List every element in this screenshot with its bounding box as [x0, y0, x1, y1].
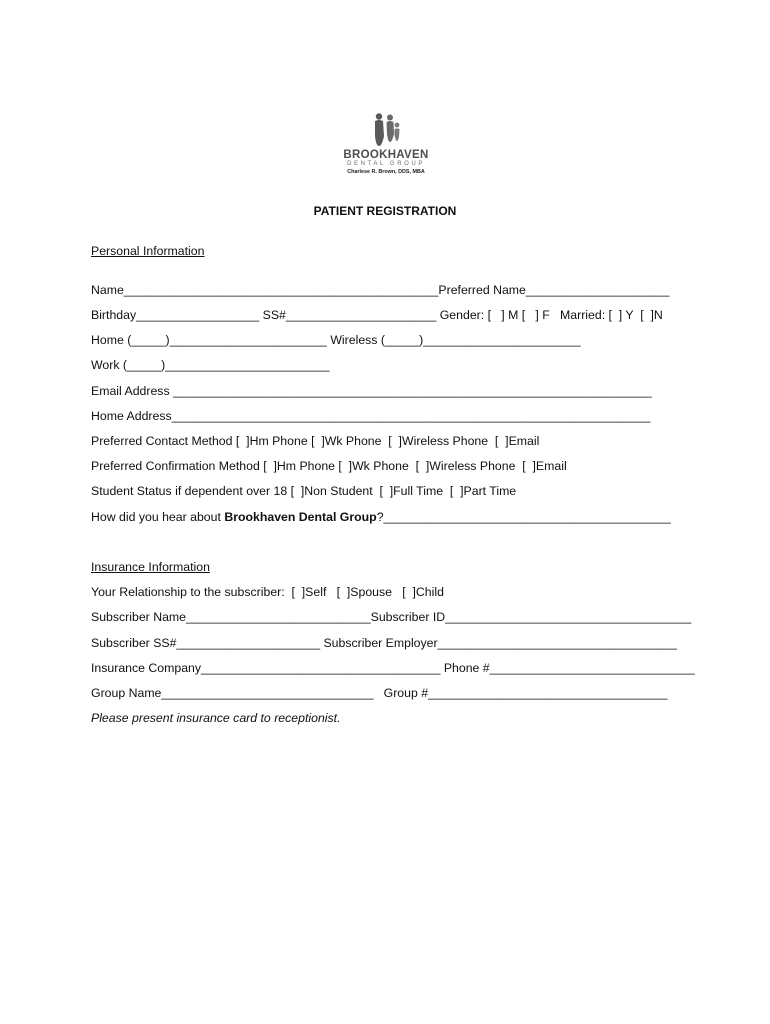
referral-suffix: ?__________________________________________	[376, 510, 671, 524]
referral-practice-name: Brookhaven Dental Group	[224, 510, 377, 524]
logo-doctor-name: Charlese R. Brown, DDS, MBA	[347, 169, 425, 175]
logo-brand-name: BROOKHAVEN	[343, 149, 429, 161]
brookhaven-logo	[338, 112, 434, 180]
page-title: PATIENT REGISTRATION	[313, 204, 457, 218]
name-field[interactable]: Name______________________________________________Preferred Name_____________________	[91, 283, 670, 297]
subscriber-name-id-field[interactable]: Subscriber Name___________________________Subscriber ID____________________________________	[91, 610, 692, 624]
group-name-number-field[interactable]: Group Name_______________________________ Group #___________________________________	[91, 686, 668, 700]
preferred-contact-method-field[interactable]: Preferred Contact Method [ ]Hm Phone [ ]Wk Phone [ ]Wireless Phone [ ]Email	[91, 434, 540, 448]
home-wireless-phone-field[interactable]: Home (_____)_______________________ Wireless (_____)_______________________	[91, 333, 581, 347]
subscriber-ss-employer-field[interactable]: Subscriber SS#_____________________ Subscriber Employer___________________________________	[91, 636, 677, 650]
insurance-information-heading: Insurance Information	[91, 560, 210, 574]
email-field[interactable]: Email Address ______________________________________________________________________	[91, 384, 652, 398]
home-address-field[interactable]: Home Address______________________________________________________________________	[91, 409, 651, 423]
referral-prefix: How did you hear about	[91, 510, 225, 524]
insurance-card-note: Please present insurance card to receptionist.	[91, 711, 341, 725]
referral-source-field[interactable]	[91, 509, 671, 525]
work-phone-field[interactable]: Work (_____)________________________	[91, 358, 330, 372]
birthday-ss-gender-field[interactable]: Birthday__________________ SS#______________________ Gender: [ ] M [ ] F Married: [ ] Y [ ]N	[91, 308, 663, 322]
student-status-field[interactable]: Student Status if dependent over 18 [ ]Non Student [ ]Full Time [ ]Part Time	[91, 484, 517, 498]
preferred-confirmation-method-field[interactable]: Preferred Confirmation Method [ ]Hm Phone [ ]Wk Phone [ ]Wireless Phone [ ]Email	[91, 459, 567, 473]
personal-information-heading: Personal Information	[91, 244, 205, 258]
insurance-company-phone-field[interactable]: Insurance Company___________________________________ Phone #______________________________	[91, 661, 695, 675]
logo-subtitle: DENTAL GROUP	[347, 161, 425, 167]
subscriber-relationship-field[interactable]: Your Relationship to the subscriber: [ ]Self [ ]Spouse [ ]Child	[91, 585, 444, 599]
family-figures-icon	[368, 112, 404, 148]
